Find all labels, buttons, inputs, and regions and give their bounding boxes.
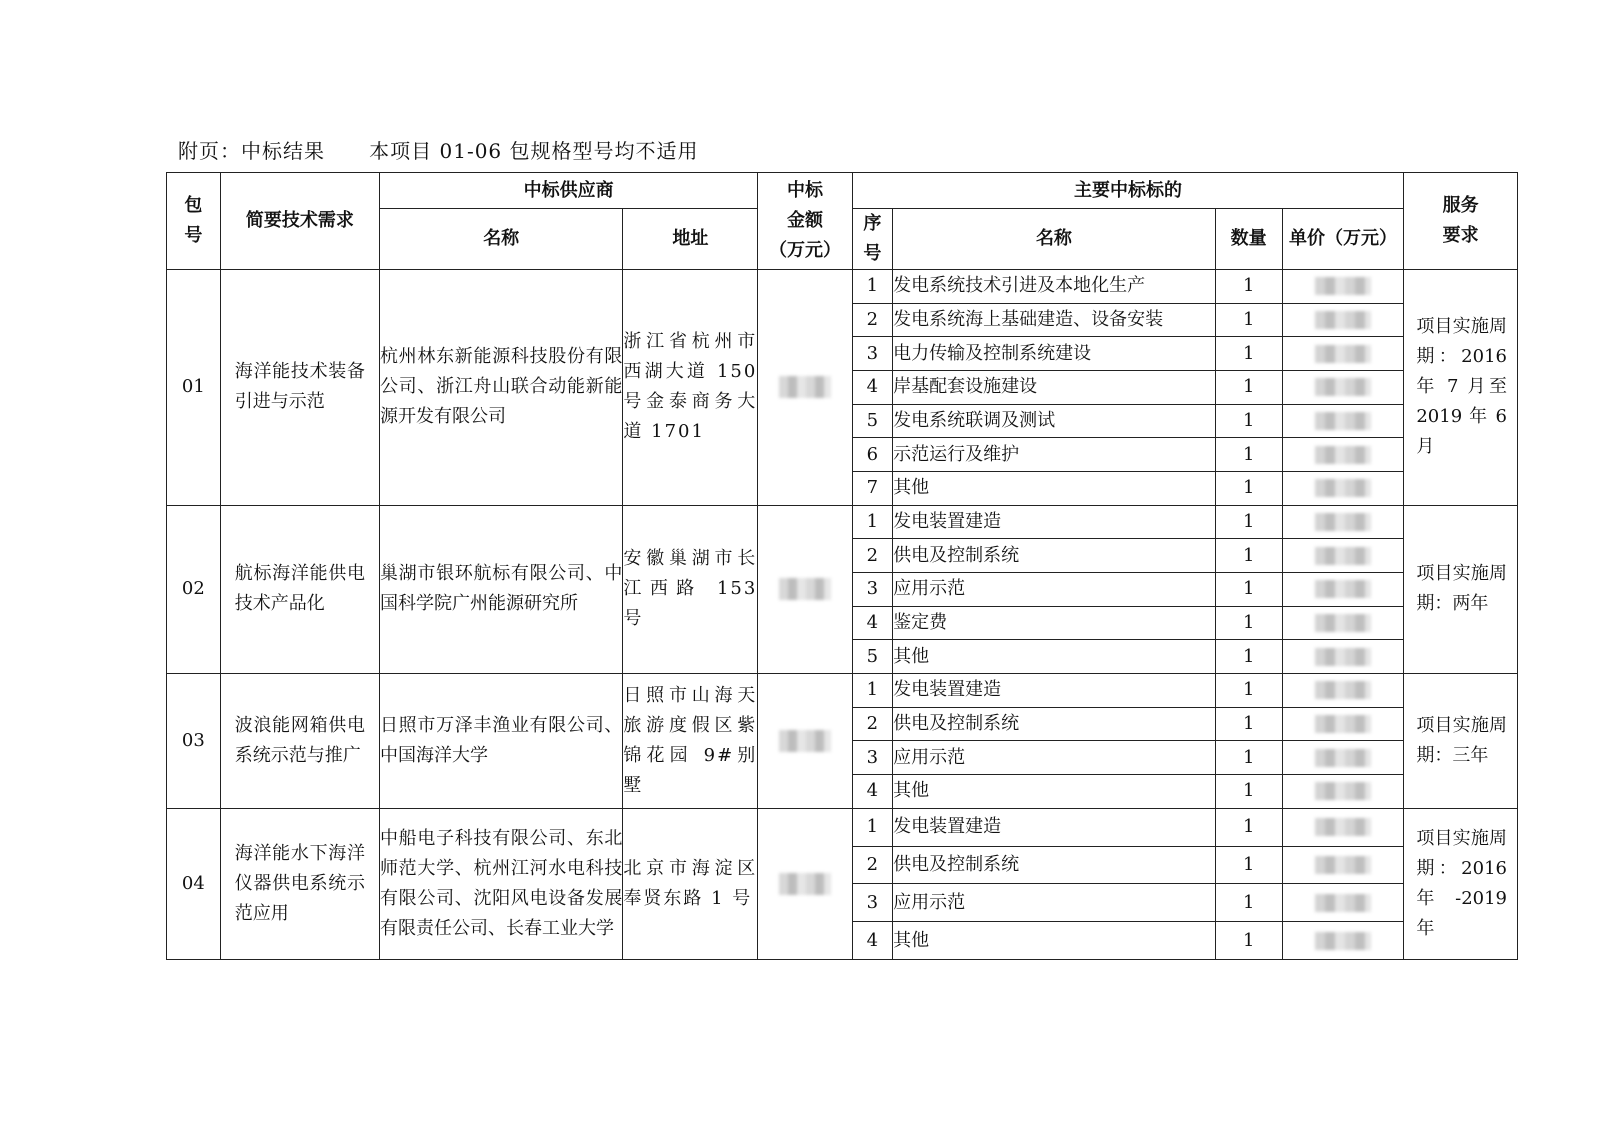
item-seq-cell: 3: [852, 337, 893, 371]
redacted-price: [1315, 856, 1371, 874]
item-price-cell-redacted: [1282, 371, 1404, 405]
item-qty-cell: 1: [1215, 922, 1282, 960]
supplier-name-cell: 中船电子科技有限公司、东北师范大学、杭州江河水电科技有限公司、沈阳风电设备发展有限责任公司、长春工业大学: [379, 808, 622, 959]
redacted-price: [1315, 378, 1371, 396]
item-seq-cell: 4: [852, 606, 893, 640]
item-price-cell-redacted: [1282, 438, 1404, 472]
redacted-price: [1315, 894, 1371, 912]
package-no-cell: 02: [167, 505, 221, 673]
package-no-cell: 01: [167, 270, 221, 506]
redacted-price: [1315, 277, 1371, 295]
item-seq-cell: 1: [852, 270, 893, 304]
item-qty-cell: 1: [1215, 741, 1282, 775]
item-qty-cell: 1: [1215, 573, 1282, 607]
table-body: [167, 270, 1518, 960]
item-seq-cell: 1: [852, 674, 893, 708]
item-qty-cell: 1: [1215, 371, 1282, 405]
item-price-cell-redacted: [1282, 573, 1404, 607]
item-name-cell: 其他: [893, 640, 1216, 674]
item-price-cell-redacted: [1282, 337, 1404, 371]
item-qty-cell: 1: [1215, 674, 1282, 708]
redacted-price: [1315, 648, 1371, 666]
requirement-cell: 海洋能技术装备引进与示范: [220, 270, 379, 506]
item-name-cell: 发电装置建造: [893, 505, 1216, 539]
item-name-cell: 其他: [893, 922, 1216, 960]
supplier-address-cell: 安徽巢湖市长江西路 153 号: [623, 505, 758, 673]
item-qty-cell: 1: [1215, 270, 1282, 304]
redacted-price: [1315, 479, 1371, 497]
page-caption: 附页：中标结果 本项目 01-06 包规格型号均不适用: [178, 139, 699, 163]
item-seq-cell: 3: [852, 741, 893, 775]
item-name-cell: 供电及控制系统: [893, 539, 1216, 573]
item-price-cell-redacted: [1282, 505, 1404, 539]
item-price-cell-redacted: [1282, 539, 1404, 573]
item-qty-cell: 1: [1215, 472, 1282, 506]
supplier-address-cell: 日照市山海天旅游度假区紫锦花园 9#别墅: [623, 674, 758, 809]
service-cell: 项目实施周期：两年: [1404, 505, 1518, 673]
item-qty-cell: 1: [1215, 505, 1282, 539]
item-qty-cell: 1: [1215, 337, 1282, 371]
header-service: 服务 要求: [1404, 173, 1518, 270]
service-cell: 项目实施周期：2016 年 7 月至 2019 年 6 月: [1404, 270, 1518, 506]
item-name-cell: 应用示范: [893, 573, 1216, 607]
item-seq-cell: 7: [852, 472, 893, 506]
item-seq-cell: 3: [852, 573, 893, 607]
redacted-price: [1315, 681, 1371, 699]
redacted-price: [1315, 932, 1371, 950]
item-name-cell: 岸基配套设施建设: [893, 371, 1216, 405]
item-seq-cell: 5: [852, 640, 893, 674]
item-seq-cell: 1: [852, 505, 893, 539]
amount-cell-redacted: [758, 674, 852, 809]
item-price-cell-redacted: [1282, 775, 1404, 809]
item-price-cell-redacted: [1282, 846, 1404, 884]
header-requirement: 简要技术需求: [220, 173, 379, 270]
item-price-cell-redacted: [1282, 741, 1404, 775]
item-name-cell: 鉴定费: [893, 606, 1216, 640]
header-supplier-name: 名称: [379, 209, 622, 270]
item-seq-cell: 2: [852, 539, 893, 573]
header-package-no: 包 号: [167, 173, 221, 270]
redacted-price: [1315, 547, 1371, 565]
header-item-seq: 序 号: [852, 209, 893, 270]
item-name-cell: 发电系统联调及测试: [893, 404, 1216, 438]
redacted-price: [1315, 513, 1371, 531]
item-seq-cell: 4: [852, 371, 893, 405]
table-row: [167, 674, 1518, 708]
table-row: [167, 808, 1518, 846]
item-seq-cell: 4: [852, 922, 893, 960]
table-row: [167, 505, 1518, 539]
redacted-price: [1315, 782, 1371, 800]
item-name-cell: 应用示范: [893, 884, 1216, 922]
package-no-cell: 03: [167, 674, 221, 809]
requirement-cell: 波浪能网箱供电系统示范与推广: [220, 674, 379, 809]
redacted-price: [1315, 345, 1371, 363]
item-price-cell-redacted: [1282, 808, 1404, 846]
redacted-amount: [779, 376, 831, 398]
item-qty-cell: 1: [1215, 404, 1282, 438]
item-seq-cell: 2: [852, 303, 893, 337]
item-qty-cell: 1: [1215, 808, 1282, 846]
requirement-cell: 航标海洋能供电技术产品化: [220, 505, 379, 673]
redacted-price: [1315, 446, 1371, 464]
amount-cell-redacted: [758, 505, 852, 673]
item-qty-cell: 1: [1215, 303, 1282, 337]
item-price-cell-redacted: [1282, 606, 1404, 640]
supplier-address-cell: 北京市海淀区奉贤东路 1 号: [623, 808, 758, 959]
item-name-cell: 其他: [893, 472, 1216, 506]
item-seq-cell: 2: [852, 846, 893, 884]
item-price-cell-redacted: [1282, 707, 1404, 741]
item-name-cell: 供电及控制系统: [893, 846, 1216, 884]
item-price-cell-redacted: [1282, 270, 1404, 304]
redacted-price: [1315, 580, 1371, 598]
item-seq-cell: 3: [852, 884, 893, 922]
item-price-cell-redacted: [1282, 922, 1404, 960]
item-seq-cell: 6: [852, 438, 893, 472]
amount-cell-redacted: [758, 270, 852, 506]
supplier-name-cell: 巢湖市银环航标有限公司、中国科学院广州能源研究所: [379, 505, 622, 673]
item-qty-cell: 1: [1215, 846, 1282, 884]
award-results-table: [166, 172, 1518, 960]
item-price-cell-redacted: [1282, 674, 1404, 708]
item-name-cell: 发电系统海上基础建造、设备安装: [893, 303, 1216, 337]
item-name-cell: 示范运行及维护: [893, 438, 1216, 472]
item-price-cell-redacted: [1282, 404, 1404, 438]
item-name-cell: 供电及控制系统: [893, 707, 1216, 741]
redacted-price: [1315, 412, 1371, 430]
table-row: [167, 270, 1518, 304]
item-qty-cell: 1: [1215, 606, 1282, 640]
header-supplier-group: 中标供应商: [379, 173, 757, 209]
item-price-cell-redacted: [1282, 472, 1404, 506]
requirement-cell: 海洋能水下海洋仪器供电系统示范应用: [220, 808, 379, 959]
item-seq-cell: 2: [852, 707, 893, 741]
item-name-cell: 应用示范: [893, 741, 1216, 775]
header-supplier-address: 地址: [623, 209, 758, 270]
item-qty-cell: 1: [1215, 775, 1282, 809]
item-price-cell-redacted: [1282, 640, 1404, 674]
header-item-price: 单价（万元）: [1282, 209, 1404, 270]
item-name-cell: 发电装置建造: [893, 808, 1216, 846]
redacted-amount: [779, 578, 831, 600]
item-qty-cell: 1: [1215, 539, 1282, 573]
supplier-address-cell: 浙江省杭州市西湖大道 150 号金泰商务大道 1701: [623, 270, 758, 506]
item-qty-cell: 1: [1215, 640, 1282, 674]
header-item-name: 名称: [893, 209, 1216, 270]
redacted-price: [1315, 311, 1371, 329]
redacted-price: [1315, 818, 1371, 836]
item-qty-cell: 1: [1215, 438, 1282, 472]
redacted-price: [1315, 614, 1371, 632]
redacted-amount: [779, 873, 831, 895]
service-cell: 项目实施周期：2016 年-2019 年: [1404, 808, 1518, 959]
item-name-cell: 电力传输及控制系统建设: [893, 337, 1216, 371]
item-name-cell: 其他: [893, 775, 1216, 809]
header-amount: 中标 金额 （万元）: [758, 173, 852, 270]
supplier-name-cell: 杭州林东新能源科技股份有限公司、浙江舟山联合动能新能源开发有限公司: [379, 270, 622, 506]
supplier-name-cell: 日照市万泽丰渔业有限公司、中国海洋大学: [379, 674, 622, 809]
redacted-amount: [779, 730, 831, 752]
service-cell: 项目实施周期：三年: [1404, 674, 1518, 809]
item-name-cell: 发电装置建造: [893, 674, 1216, 708]
item-seq-cell: 4: [852, 775, 893, 809]
item-qty-cell: 1: [1215, 707, 1282, 741]
item-price-cell-redacted: [1282, 303, 1404, 337]
item-price-cell-redacted: [1282, 884, 1404, 922]
item-seq-cell: 1: [852, 808, 893, 846]
package-no-cell: 04: [167, 808, 221, 959]
redacted-price: [1315, 749, 1371, 767]
amount-cell-redacted: [758, 808, 852, 959]
item-name-cell: 发电系统技术引进及本地化生产: [893, 270, 1216, 304]
header-items-group: 主要中标标的: [852, 173, 1404, 209]
redacted-price: [1315, 715, 1371, 733]
header-item-qty: 数量: [1215, 209, 1282, 270]
item-qty-cell: 1: [1215, 884, 1282, 922]
item-seq-cell: 5: [852, 404, 893, 438]
